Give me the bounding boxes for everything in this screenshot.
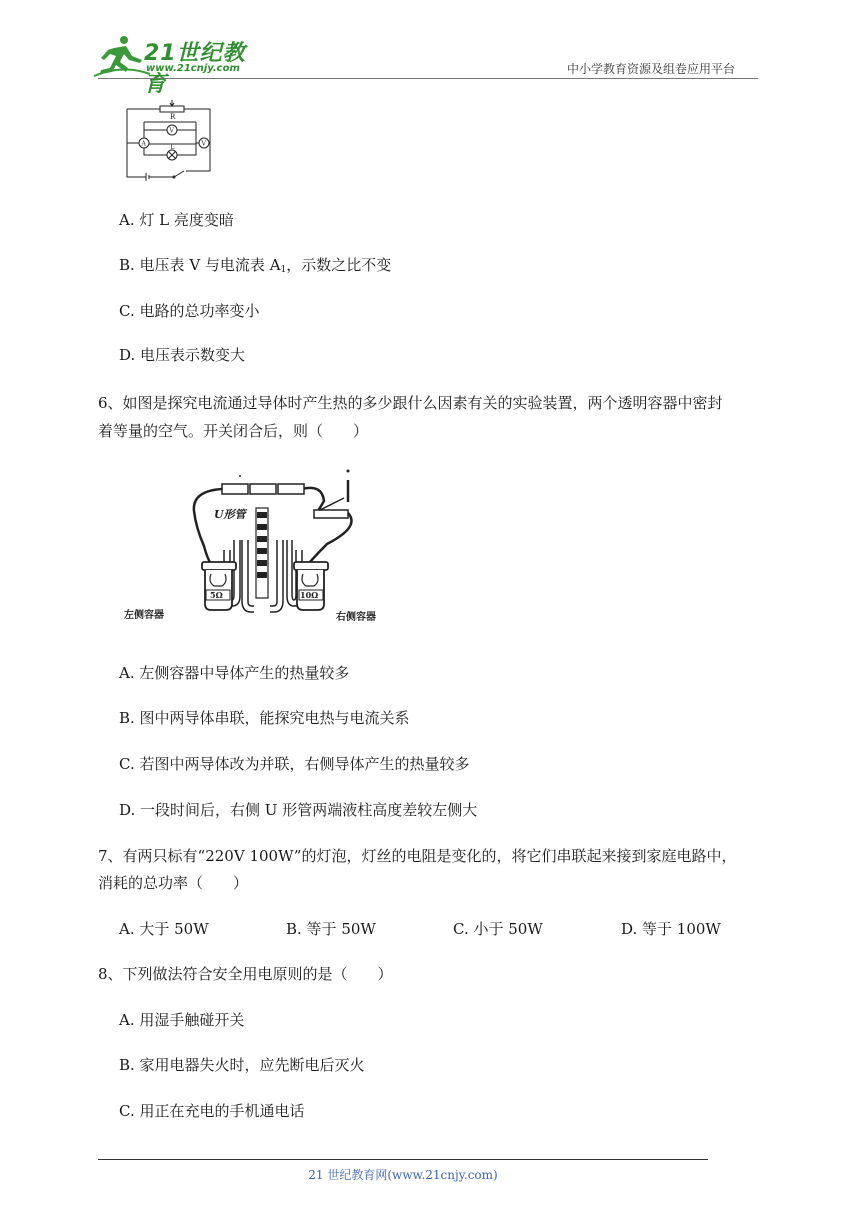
q6-stem-line1: 6、如图是探究电流通过导体时产生热的多少跟什么因素有关的实验装置，两个透明容器中密封 [98, 394, 723, 412]
joule-heating-apparatus [122, 466, 392, 626]
q5-option-b-text: B. 电压表 V 与电流表 A [119, 256, 281, 274]
u-tube-label: U形管 [214, 508, 246, 521]
circuit-diagram [124, 99, 214, 183]
ammeter-label: A [141, 140, 146, 148]
left-resistor-label: 5Ω [210, 590, 223, 600]
right-container-label: 右侧容器 [336, 612, 376, 623]
q8-option-a: A. 用湿手触碰开关 [119, 1011, 245, 1029]
q8-option-c: C. 用正在充电的手机通电话 [119, 1102, 305, 1120]
logo-url: www.21cnjy.com [146, 63, 240, 74]
q6-option-a: A. 左侧容器中导体产生的热量较多 [119, 664, 350, 682]
q7-stem-line1: 7、有两只标有“220V 100W”的灯泡，灯丝的电阻是变化的，将它们串联起来接到家庭电路中， [98, 847, 737, 865]
q5-option-c: C. 电路的总功率变小 [119, 302, 260, 320]
platform-title: 中小学教育资源及组卷应用平台 [567, 62, 736, 76]
lamp-label: L [170, 144, 175, 151]
site-logo [92, 34, 262, 97]
left-container-label: 左侧容器 [124, 610, 164, 621]
q6-option-c: C. 若图中两导体改为并联，右侧导体产生的热量较多 [119, 755, 470, 773]
rheostat-label: R [170, 113, 176, 121]
footer-divider [98, 1159, 708, 1160]
voltmeter2-label: V [201, 140, 206, 148]
q5-option-d: D. 电压表示数变大 [119, 346, 246, 364]
q7-stem-line2: 消耗的总功率（ ） [98, 874, 249, 892]
q5-option-b [119, 255, 391, 280]
q6-option-d: D. 一段时间后，右侧 U 形管两端液柱高度差较左侧大 [119, 801, 478, 819]
q6-option-b: B. 图中两导体串联，能探究电热与电流关系 [119, 709, 410, 727]
q5-option-a: A. 灯 L 亮度变暗 [119, 211, 234, 229]
q7-option-b: B. 等于 50W [286, 920, 376, 938]
q8-stem: 8、下列做法符合安全用电原则的是（ ） [98, 965, 393, 983]
q5-option-b-subscript: 1 [280, 265, 287, 275]
q7-option-c: C. 小于 50W [453, 920, 543, 938]
q8-option-b: B. 家用电器失火时，应先断电后灭火 [119, 1056, 365, 1074]
q6-stem-line2: 着等量的空气。开关闭合后，则（ ） [98, 422, 369, 440]
footer-link[interactable]: 21 世纪教育网(www.21cnjy.com) [308, 1168, 498, 1182]
q7-option-a: A. 大于 50W [119, 920, 209, 938]
logo-text: 21世纪教育 [144, 41, 246, 97]
q5-option-b-tail: ，示数之比不变 [286, 256, 392, 274]
voltmeter-label: V [169, 127, 174, 135]
q7-option-d: D. 等于 100W [621, 920, 721, 938]
header-divider [98, 78, 758, 79]
right-resistor-label: 10Ω [300, 590, 319, 600]
